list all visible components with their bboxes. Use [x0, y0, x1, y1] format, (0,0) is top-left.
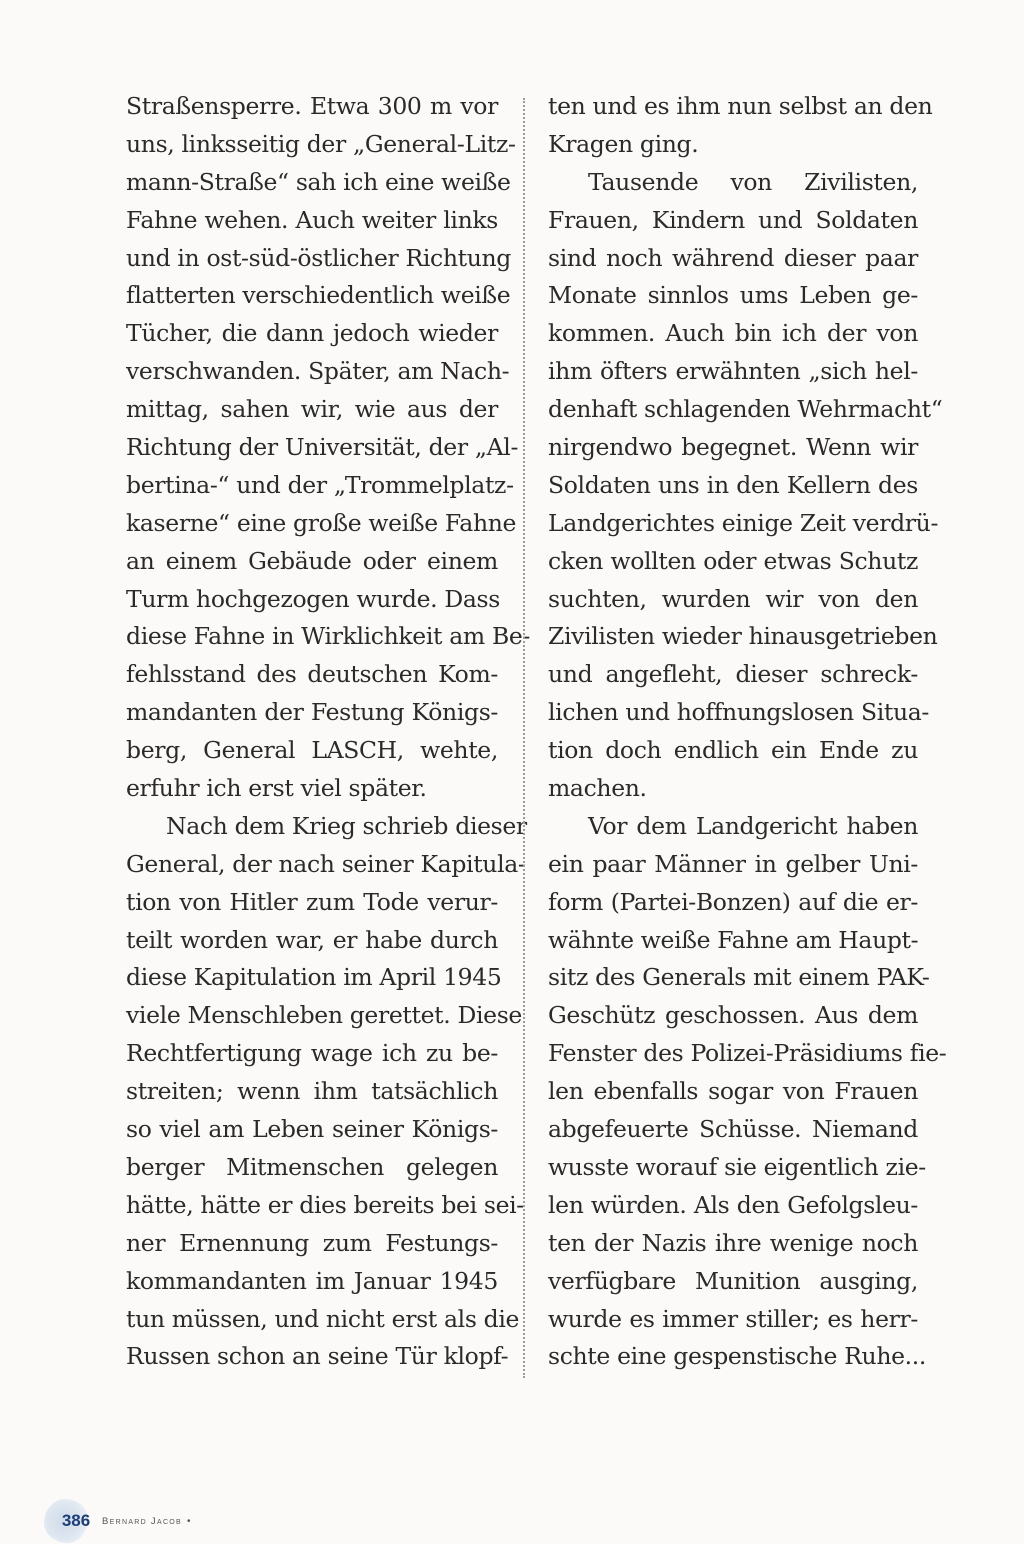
- text-line: Turm hochgezogen wurde. Dass: [126, 584, 500, 613]
- text-line: abgefeuerte Schüsse. Niemand: [548, 1115, 918, 1144]
- text-line: verfügbare Munition ausging,: [548, 1266, 918, 1295]
- text-line: an einem Gebäude oder einem: [126, 546, 498, 575]
- text-line: Soldaten uns in den Kellern des: [548, 470, 918, 499]
- text-line: ten der Nazis ihre wenige noch: [548, 1228, 918, 1257]
- column-divider: [523, 98, 525, 1378]
- text-line: erfuhr ich erst viel später.: [126, 774, 427, 803]
- text-line: nirgendwo begegnet. Wenn wir: [548, 433, 918, 462]
- page-footer: [44, 1498, 191, 1544]
- text-line: General, der nach seiner Kapitula-: [126, 849, 526, 878]
- text-line: tion doch endlich ein Ende zu: [548, 736, 918, 765]
- text-line: machen.: [548, 774, 647, 803]
- page-number: 386: [61, 1511, 91, 1530]
- text-line: Geschütz geschossen. Aus dem: [548, 1001, 918, 1030]
- text-line: Russen schon an seine Tür klopf-: [126, 1342, 509, 1371]
- text-line: ten und es ihm nun selbst an den: [548, 92, 933, 120]
- text-line: wähnte weiße Fahne am Haupt-: [548, 925, 919, 954]
- text-line: und in ost-süd-östlicher Richtung: [126, 243, 511, 272]
- text-line: tion von Hitler zum Tode verur-: [126, 887, 498, 916]
- text-line: uns, linksseitig der „General-Litz-: [126, 129, 516, 158]
- text-line: diese Kapitulation im April 1945: [126, 963, 502, 992]
- author-name: Bernard Jacob: [102, 1515, 183, 1527]
- text-line: kommandanten im Januar 1945: [126, 1266, 498, 1295]
- text-line: schte eine gespenstische Ruhe...: [548, 1342, 927, 1371]
- text-line: Fenster des Polizei-Präsidiums fie-: [548, 1039, 947, 1068]
- text-line: und angefleht, dieser schreck-: [548, 660, 918, 689]
- text-line: Frauen, Kindern und Soldaten: [548, 205, 918, 234]
- text-line: viele Menschleben gerettet. Diese: [126, 1001, 522, 1030]
- text-line: Kragen ging.: [548, 129, 699, 158]
- text-line: Tücher, die dann jedoch wieder: [126, 319, 498, 348]
- text-line: denhaft schlagenden Wehrmacht“: [548, 395, 943, 424]
- text-line: wusste worauf sie eigentlich zie-: [548, 1152, 926, 1181]
- text-line: Landgerichtes einige Zeit verdrü-: [548, 508, 939, 537]
- text-line: sitz des Generals mit einem PAK-: [548, 963, 930, 992]
- text-line: form (Partei-Bonzen) auf die er-: [548, 887, 918, 916]
- text-line: Zivilisten wieder hinausgetrieben: [548, 622, 938, 651]
- text-line: Tausende von Zivilisten,: [588, 167, 918, 196]
- text-line: sind noch während dieser paar: [548, 243, 918, 272]
- text-line: diese Fahne in Wirklichkeit am Be-: [126, 622, 531, 651]
- right-text-column: [548, 88, 947, 1376]
- text-line: Richtung der Universität, der „Al-: [126, 433, 519, 462]
- text-line: ihm öfters erwähnten „sich hel-: [548, 357, 918, 386]
- text-line: cken wollten oder etwas Schutz: [548, 546, 918, 575]
- text-line: so viel am Leben seiner Königs-: [126, 1115, 498, 1144]
- footer-bullet: •: [187, 1515, 191, 1527]
- text-line: mittag, sahen wir, wie aus der: [126, 395, 498, 424]
- text-line: len würden. Als den Gefolgsleu-: [548, 1190, 918, 1219]
- text-line: Rechtfertigung wage ich zu be-: [126, 1039, 498, 1068]
- page-number-blob: [44, 1499, 91, 1543]
- left-text-column: [126, 88, 531, 1376]
- text-line: berger Mitmenschen gelegen: [126, 1152, 498, 1181]
- text-line: len ebenfalls sogar von Frauen: [548, 1077, 918, 1106]
- text-line: mandanten der Festung Königs-: [126, 698, 498, 727]
- text-line: teilt worden war, er habe durch: [126, 925, 498, 954]
- text-line: fehlsstand des deutschen Kom-: [126, 660, 498, 689]
- text-line: Fahne wehen. Auch weiter links: [126, 205, 498, 234]
- text-line: Nach dem Krieg schrieb dieser: [166, 811, 527, 840]
- text-line: ner Ernennung zum Festungs-: [126, 1228, 498, 1257]
- text-line: Straßensperre. Etwa 300 m vor: [126, 92, 498, 120]
- text-line: suchten, wurden wir von den: [548, 584, 918, 613]
- text-line: bertina-“ und der „Trommelplatz-: [126, 470, 514, 499]
- text-line: ein paar Männer in gelber Uni-: [548, 849, 918, 878]
- text-line: Vor dem Landgericht haben: [588, 811, 918, 840]
- text-line: kaserne“ eine große weiße Fahne: [126, 508, 517, 537]
- text-line: tun müssen, und nicht erst als die: [126, 1304, 520, 1333]
- text-line: Monate sinnlos ums Leben ge-: [548, 281, 918, 310]
- text-line: wurde es immer stiller; es herr-: [548, 1304, 918, 1333]
- text-line: berg, General LASCH, wehte,: [126, 736, 498, 765]
- text-line: kommen. Auch bin ich der von: [548, 319, 918, 348]
- text-line: streiten; wenn ihm tatsächlich: [126, 1077, 498, 1106]
- text-line: flatterten verschiedentlich weiße: [126, 281, 511, 310]
- text-line: lichen und hoffnungslosen Situa-: [548, 698, 929, 727]
- text-line: verschwanden. Später, am Nach-: [126, 357, 510, 386]
- text-line: hätte, hätte er dies bereits bei sei-: [126, 1190, 524, 1219]
- text-line: mann-Straße“ sah ich eine weiße: [126, 167, 511, 196]
